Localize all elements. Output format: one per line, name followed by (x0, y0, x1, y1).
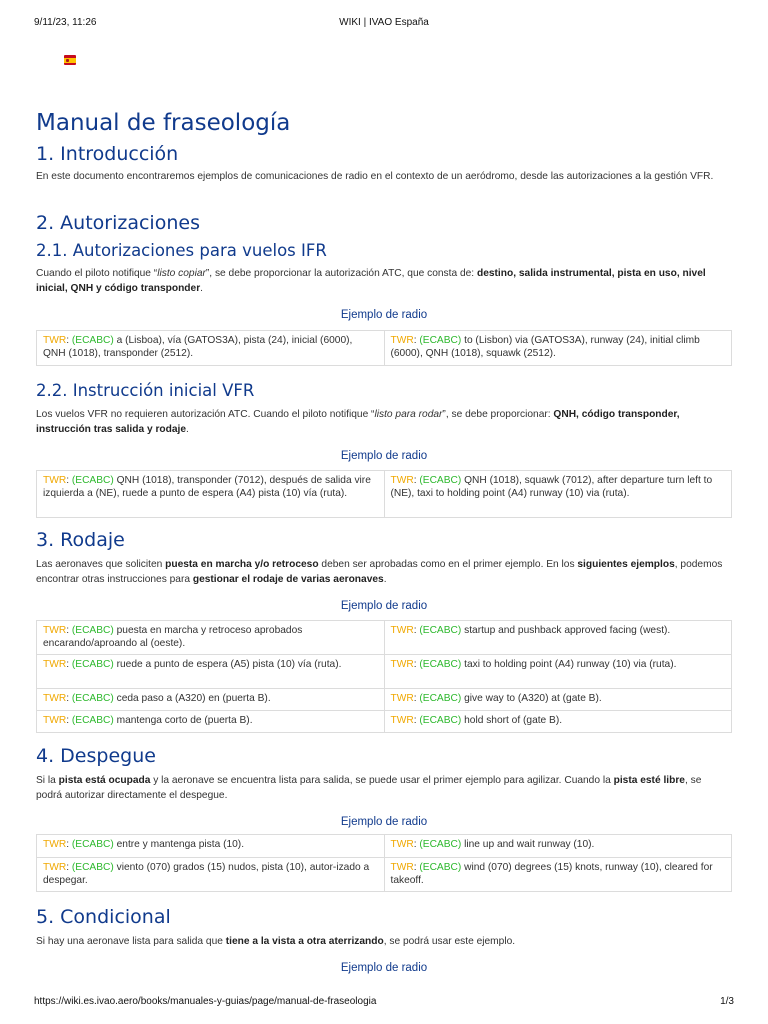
phrase-es: TWR: (ECABC) QNH (1018), transponder (7012), después de salida vire izquierda a (NE), ruede a punto de espera (A4) pista (10) vía (ruta). (37, 471, 385, 518)
phrase-es: TWR: (ECABC) ruede a punto de espera (A5) pista (10) vía (ruta). (37, 655, 385, 689)
radio-table-ifr (36, 330, 732, 366)
table-row (37, 331, 732, 366)
phrase-en: TWR: (ECABC) QNH (1018), squawk (7012), after departure turn left to (NE), taxi to holding point (A4) runway (10) via (ruta). (384, 471, 732, 518)
radio-example-caption: Ejemplo de radio (340, 962, 428, 974)
phrase-es: TWR: (ECABC) puesta en marcha y retroceso aprobados encarando/aproando al (oeste). (37, 621, 385, 655)
subsection-heading-vfr: 2.2. Instrucción inicial VFR (36, 381, 255, 400)
table-row (37, 711, 732, 733)
phrase-es: TWR: (ECABC) entre y mantenga pista (10). (37, 835, 385, 858)
radio-table-rodaje (36, 620, 732, 733)
phrase-en: TWR: (ECABC) line up and wait runway (10). (384, 835, 732, 858)
phrase-en: TWR: (ECABC) startup and pushback approved facing (west). (384, 621, 732, 655)
spain-flag-icon (64, 55, 76, 65)
phrase-es: TWR: (ECABC) viento (070) grados (15) nudos, pista (10), autor-izado a despegar. (37, 858, 385, 892)
section-heading-introduccion: 1. Introducción (36, 143, 179, 165)
table-row (37, 655, 732, 689)
table-row (37, 689, 732, 711)
table-row (37, 471, 732, 518)
table-row (37, 621, 732, 655)
phrase-es: TWR: (ECABC) mantenga corto de (puerta B). (37, 711, 385, 733)
phrase-en: TWR: (ECABC) hold short of (gate B). (384, 711, 732, 733)
section-text-despegue: Si la pista está ocupada y la aeronave se encuentra lista para salida, se puede usar el primer ejemplo para agilizar. Cuando la pista esté libre, se podrá autorizar directamente el despegue. (36, 775, 702, 801)
section-heading-rodaje: 3. Rodaje (36, 529, 125, 551)
table-row (37, 858, 732, 892)
phrase-en: TWR: (ECABC) wind (070) degrees (15) knots, runway (10), cleared for takeoff. (384, 858, 732, 892)
table-row (37, 835, 732, 858)
page-title: Manual de fraseología (36, 110, 291, 136)
section-heading-autorizaciones: 2. Autorizaciones (36, 212, 200, 234)
radio-example-caption: Ejemplo de radio (340, 309, 428, 321)
section-text-condicional: Si hay una aeronave lista para salida que tiene a la vista a otra aterrizando, se podrá usar este ejemplo. (36, 936, 516, 947)
section-heading-despegue: 4. Despegue (36, 745, 156, 767)
print-page-title: WIKI | IVAO España (339, 17, 429, 28)
radio-table-despegue (36, 834, 732, 892)
radio-example-caption: Ejemplo de radio (340, 600, 428, 612)
page-url: https://wiki.es.ivao.aero/books/manuales-y-guias/page/manual-de-fraseologia (34, 996, 377, 1007)
radio-example-caption: Ejemplo de radio (340, 816, 428, 828)
section-text-introduccion: En este documento encontraremos ejemplos de comunicaciones de radio en el contexto de un aeródromo, desde las autorizaciones a la gestión VFR. (36, 171, 714, 182)
section-heading-condicional: 5. Condicional (36, 906, 171, 928)
section-text-vfr: Los vuelos VFR no requieren autorización ATC. Cuando el piloto notifique “listo para rodar”, se debe proporcionar: QNH, código transponder, instrucción tras salida y rodaje. (36, 409, 680, 435)
phrase-en: TWR: (ECABC) to (Lisbon) via (GATOS3A), runway (24), initial climb (6000), QNH (1018), squawk (2512). (384, 331, 732, 366)
page-number: 1/3 (720, 996, 734, 1007)
phrase-es: TWR: (ECABC) ceda paso a (A320) en (puerta B). (37, 689, 385, 711)
section-text-rodaje: Las aeronaves que soliciten puesta en marcha y/o retroceso deben ser aprobadas como en el primer ejemplo. En los siguientes ejemplos, podemos encontrar otras instrucciones para gestionar el rodaje de varias aeronaves. (36, 559, 723, 585)
phrase-en: TWR: (ECABC) taxi to holding point (A4) runway (10) via (ruta). (384, 655, 732, 689)
print-datetime: 9/11/23, 11:26 (34, 17, 97, 28)
subsection-heading-ifr: 2.1. Autorizaciones para vuelos IFR (36, 241, 327, 260)
radio-table-vfr (36, 470, 732, 518)
phrase-es: TWR: (ECABC) a (Lisboa), vía (GATOS3A), pista (24), inicial (6000), QNH (1018), transponder (2512). (37, 331, 385, 366)
phrase-en: TWR: (ECABC) give way to (A320) at (gate B). (384, 689, 732, 711)
section-text-ifr: Cuando el piloto notifique “listo copiar”, se debe proporcionar la autorización ATC, que consta de: destino, salida instrumental, pista en uso, nivel inicial, QNH y código transponder. (36, 268, 706, 294)
radio-example-caption: Ejemplo de radio (340, 450, 428, 462)
